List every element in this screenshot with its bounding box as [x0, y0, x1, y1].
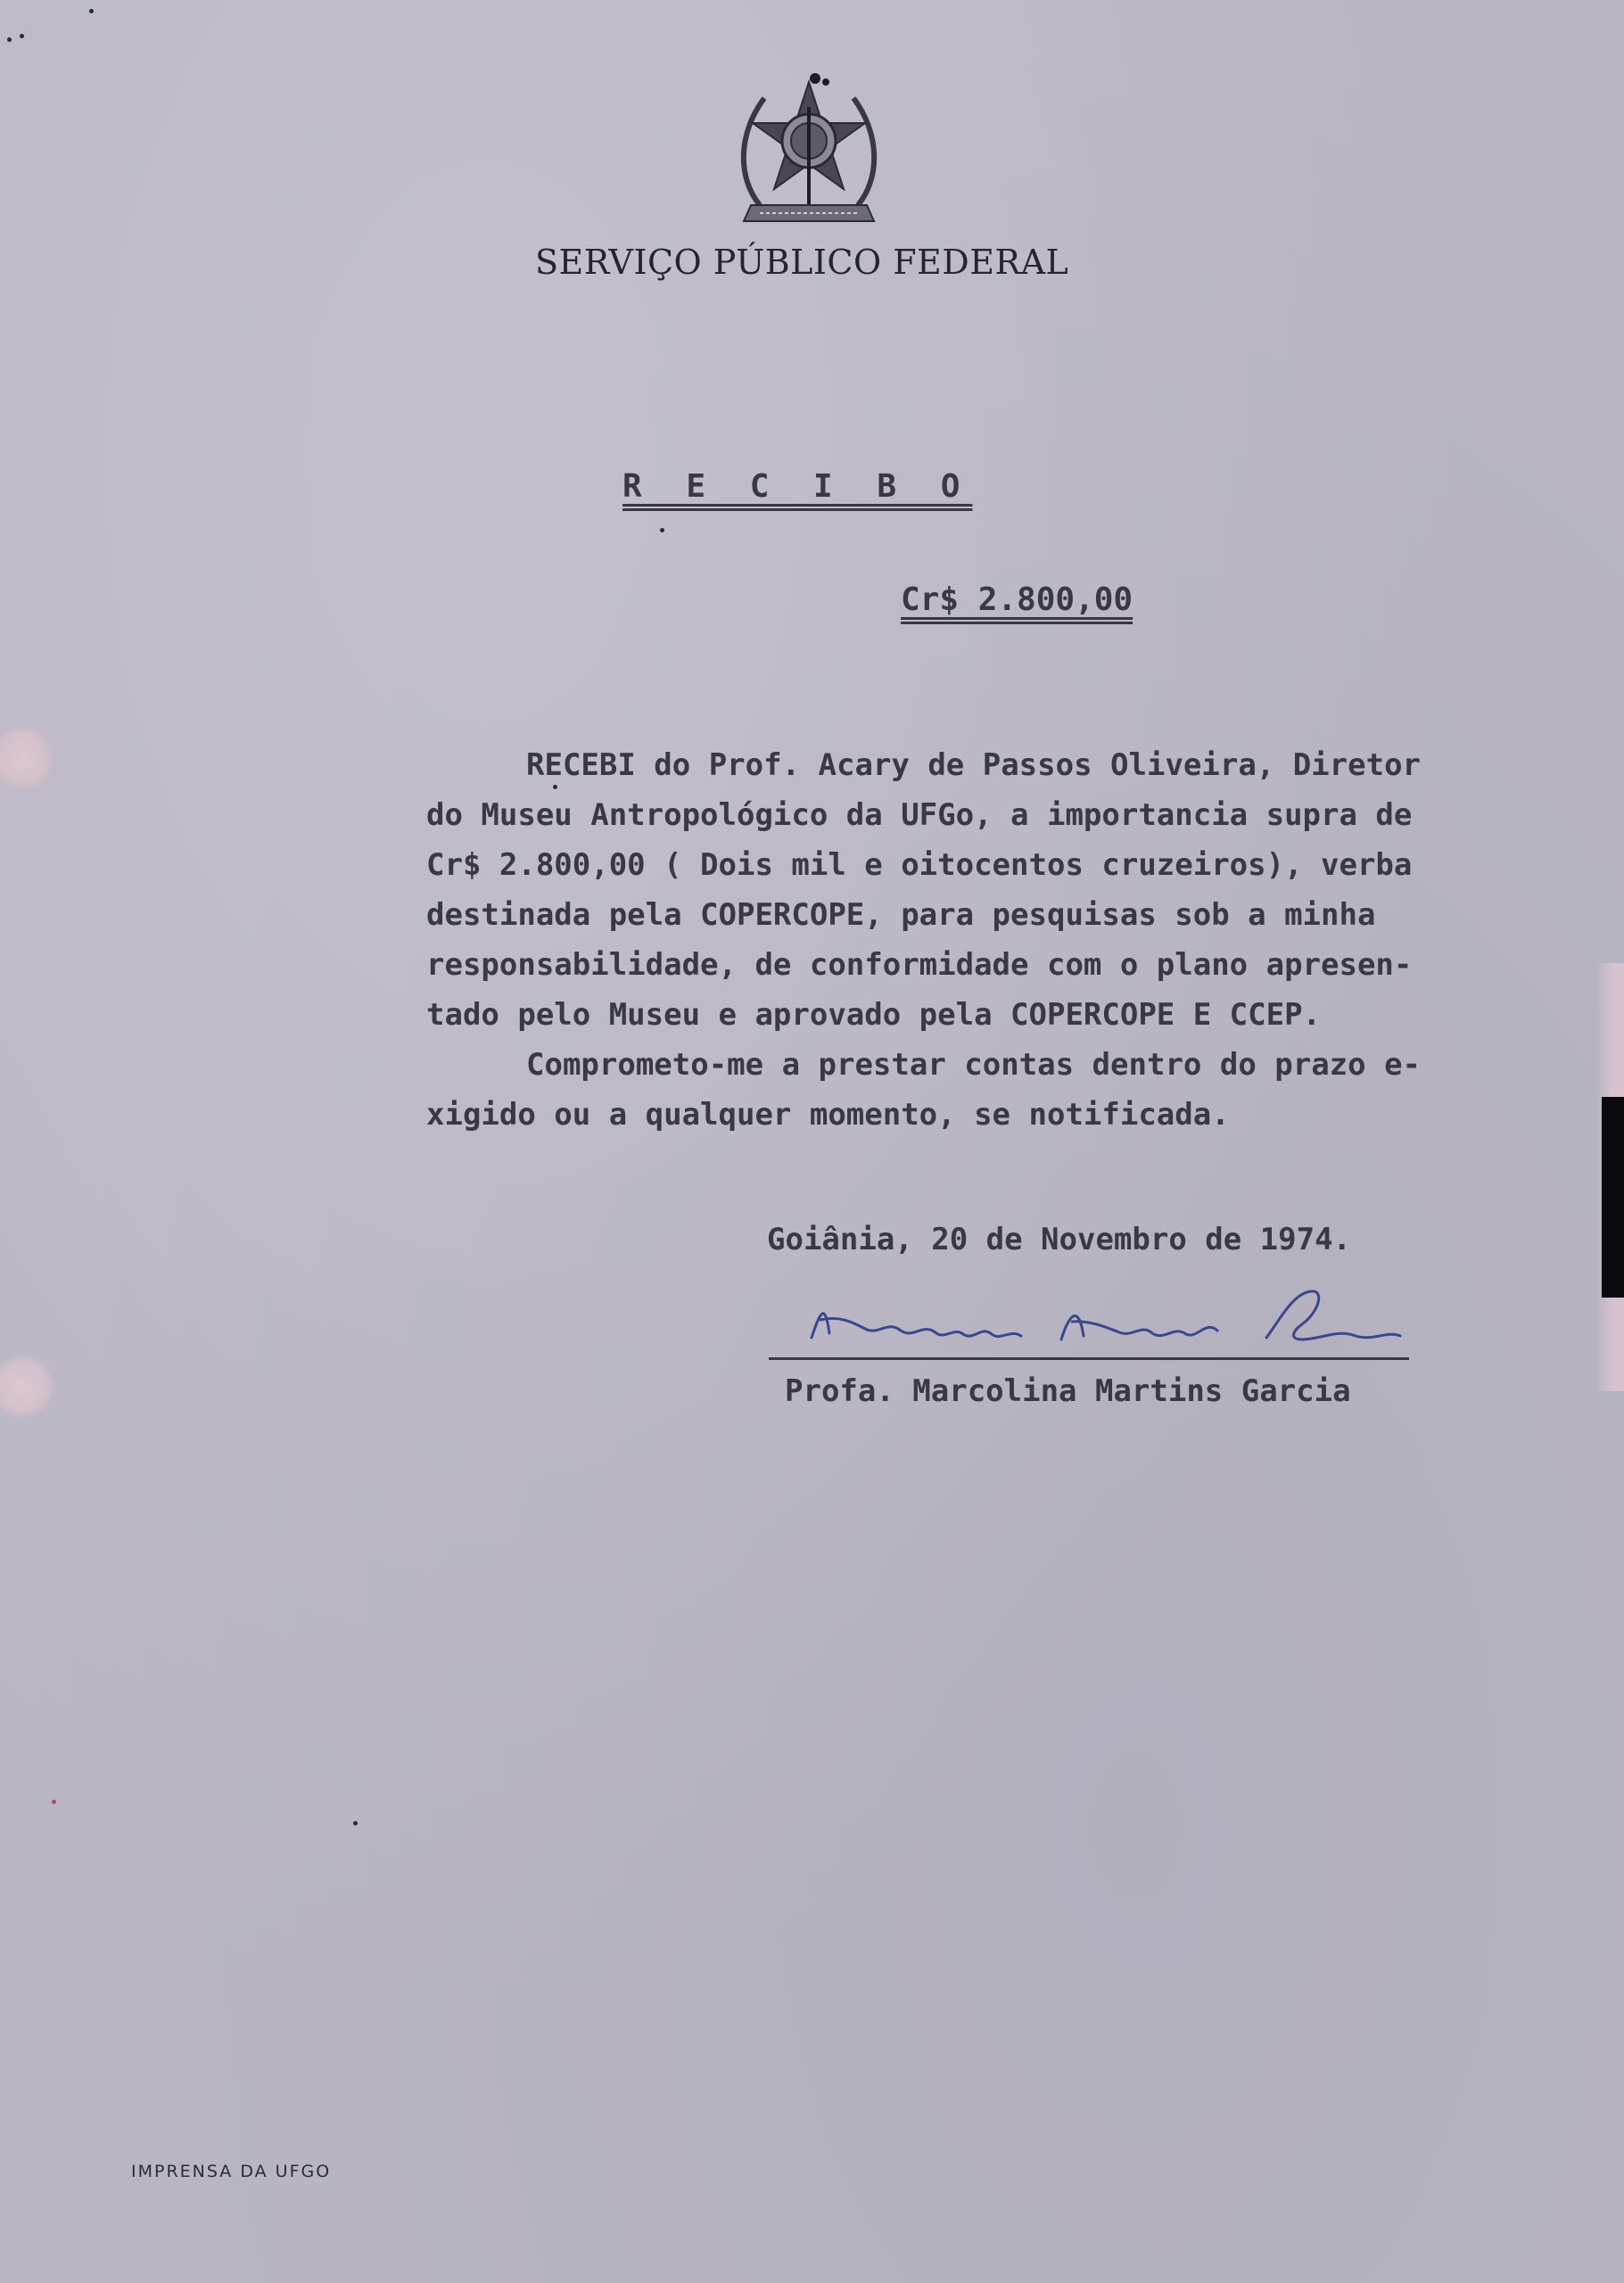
- brazil-coat-of-arms-icon: [733, 71, 885, 241]
- signer-name: Profa. Marcolina Martins Garcia: [785, 1373, 1351, 1409]
- body-line: Cr$ 2.800,00 ( Dois mil e oitocentos cruzeiros), verba: [426, 847, 1413, 883]
- receipt-amount: Cr$ 2.800,00: [901, 581, 1134, 618]
- printer-footer: IMPRENSA DA UFGO: [131, 2162, 332, 2181]
- body-line: destinada pela COPERCOPE, para pesquisas sob a minha: [426, 897, 1376, 933]
- speck: [89, 9, 94, 13]
- body-line: tado pelo Museu e aprovado pela COPERCOPE E CCEP.: [426, 997, 1322, 1033]
- speck: [52, 1800, 56, 1804]
- signature-line: [769, 1357, 1409, 1360]
- speck: [660, 528, 664, 532]
- speck: [20, 34, 24, 38]
- service-header: SERVIÇO PÚBLICO FEDERAL: [535, 243, 1069, 282]
- punch-hole: [0, 1356, 54, 1418]
- body-line: RECEBI do Prof. Acary de Passos Oliveira, Diretor: [526, 747, 1422, 783]
- punch-hole: [0, 727, 54, 789]
- commitment-line: xigido ou a qualquer momento, se notificada.: [426, 1097, 1230, 1133]
- speck: [7, 37, 12, 42]
- commitment-line: Comprometo-me a prestar contas dentro do prazo e-: [526, 1047, 1422, 1083]
- speck: [353, 1821, 358, 1826]
- handwritten-signature: [767, 1284, 1409, 1356]
- place-date: Goiânia, 20 de Novembro de 1974.: [767, 1222, 1352, 1257]
- scan-edge-mark: [1602, 1097, 1624, 1298]
- receipt-body: [426, 740, 1505, 1140]
- receipt-title: R E C I B O: [622, 468, 973, 505]
- body-line: responsabilidade, de conformidade com o plano apresen-: [426, 947, 1413, 983]
- body-line: do Museu Antropológico da UFGo, a importancia supra de: [426, 797, 1413, 833]
- speck: [553, 785, 557, 789]
